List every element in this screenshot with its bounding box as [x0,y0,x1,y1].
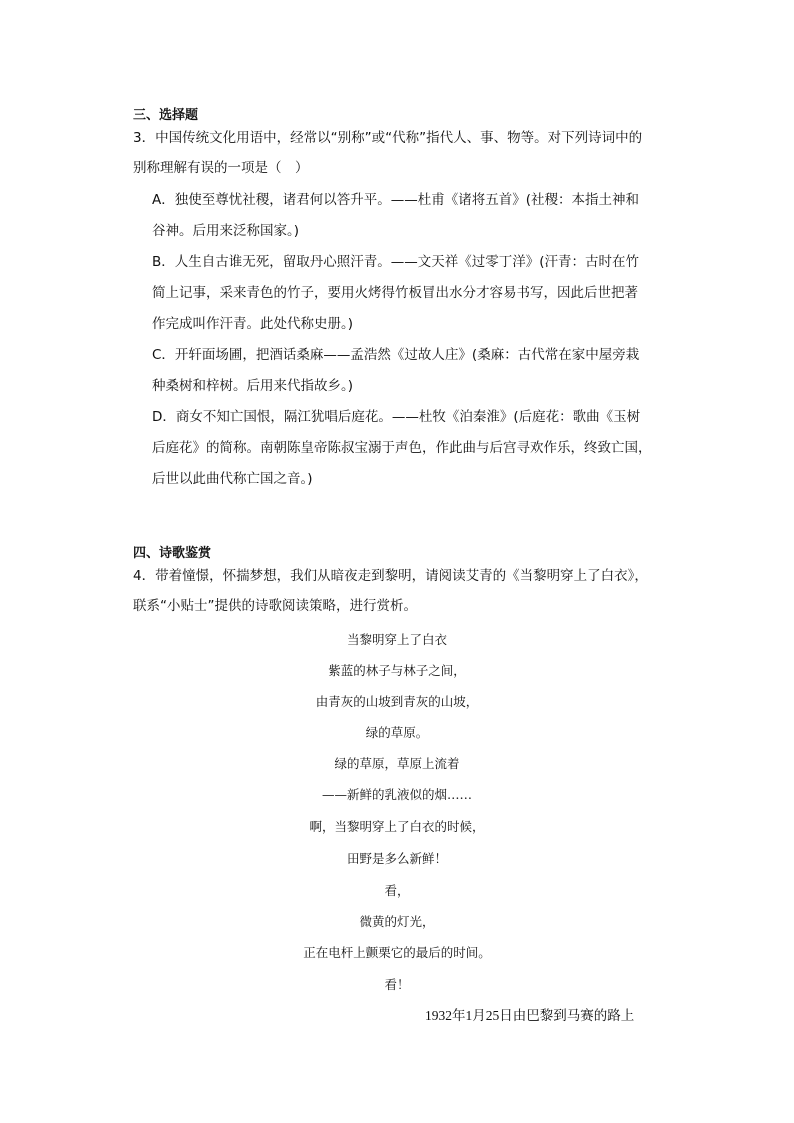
poem-line: 田野是多么新鲜！ [346,851,447,866]
question-3-line-2: 别称理解有误的一项是（ ） [133,160,309,176]
option-b-line-2: 简上记事，采来青色的竹子，要用火烤得竹板冒出水分才容易书写，因此后世把著 [152,285,638,301]
question-4-line-1: 4．带着憧憬，怀揣梦想，我们从暗夜走到黎明，请阅读艾青的《当黎明穿上了白衣》， [133,568,648,584]
poem-line: 紫蓝的林子与林子之间， [328,663,466,678]
option-d-line-1: D．商女不知亡国恨，隔江犹唱后庭花。——杜牧《泊秦淮》(后庭花：歌曲《玉树 [152,409,641,425]
option-b-line-1: B．人生自古谁无死，留取丹心照汗青。——文天祥《过零丁洋》(汗青：古时在竹 [152,254,640,270]
option-a-line-2: 谷神。后用来泛称国家。) [152,223,300,239]
poem-line: 看， [384,883,410,898]
option-c-line-2: 种桑树和梓树。后用来代指故乡。) [152,378,354,394]
poem-line: 啊，当黎明穿上了白衣的时候， [309,819,485,834]
poem-line: 绿的草原，草原上流着 [334,756,460,771]
option-d-line-3: 后世以此曲代称亡国之音。) [152,471,313,487]
section-heading-choice: 三、选择题 [133,108,199,123]
poem-title: 当黎明穿上了白衣 [346,632,447,647]
section-heading-poetry: 四、诗歌鉴赏 [133,546,212,561]
option-c-line-1: C．开轩面场圃，把酒话桑麻——孟浩然《过故人庄》(桑麻：古代常在家中屋旁栽 [152,347,640,363]
option-b-line-3: 作完成叫作汗青。此处代称史册。) [152,316,354,332]
poem-dateline: 1932年1月25日由巴黎到马赛的路上 [425,1008,635,1023]
poem-line: ——新鲜的乳液似的烟…… [321,787,472,802]
option-d-line-2: 后庭花》的简称。南朝陈皇帝陈叔宝溺于声色，作此曲与后宫寻欢作乐，终致亡国， [152,440,652,456]
poem-line: 微黄的灯光， [359,914,435,929]
question-4-line-2: 联系“小贴士”提供的诗歌阅读策略，进行赏析。 [133,598,417,614]
poem-line: 由青灰的山坡到青灰的山坡， [315,694,479,709]
poem-line: 正在电杆上颤栗它的最后的时间。 [303,945,491,960]
poem-line: 绿的草原。 [365,725,429,740]
option-a-line-1: A．独使至尊忧社稷，诸君何以答升平。——杜甫《诸将五首》(社稷：本指土神和 [152,192,640,208]
question-3-line-1: 3．中国传统文化用语中，经常以“别称”或“代称”指代人、事、物等。对下列诗词中的 [133,130,643,146]
poem-line: 看！ [384,977,410,992]
